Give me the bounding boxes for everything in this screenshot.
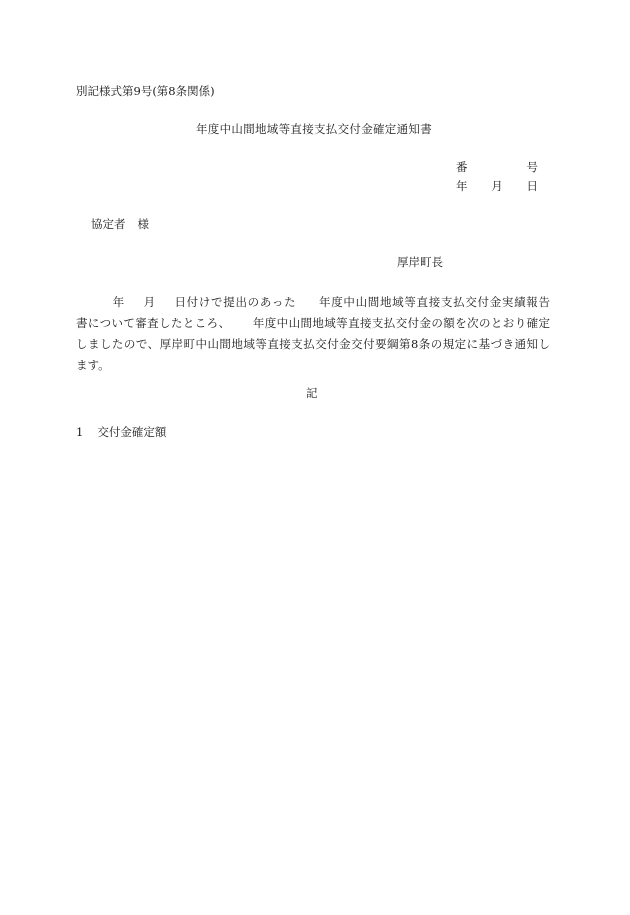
body-paragraph xyxy=(76,292,550,376)
issue-date-month: 月 xyxy=(491,179,503,193)
list-item xyxy=(76,427,166,439)
list-item-label: 交付金確定額 xyxy=(97,425,167,439)
reference-number-ban: 番 xyxy=(456,160,468,174)
body-year: 年 xyxy=(112,295,125,309)
body-review-text: 書について審査したところ、 xyxy=(76,316,231,330)
issue-date-year: 年 xyxy=(456,179,468,193)
issue-date-day: 日 xyxy=(526,179,538,193)
body-line-1 xyxy=(76,292,550,313)
addressee xyxy=(91,219,149,231)
form-number: 別記様式第9号(第8条関係) xyxy=(76,84,215,98)
issue-date xyxy=(456,181,538,193)
body-line-2 xyxy=(76,313,550,334)
body-decision-text: 年度中山間地域等直接支払交付金の額を次のとおり確定 xyxy=(252,316,550,330)
addressee-name: 協定者 xyxy=(91,217,126,231)
issuer-name: 厚岸町長 xyxy=(397,255,443,269)
reference-number-go: 号 xyxy=(526,160,538,174)
body-submission-date-text: 日付けで提出のあった xyxy=(173,295,297,309)
body-month: 月 xyxy=(142,295,156,309)
ki-heading: 記 xyxy=(306,386,318,400)
document-title: 年度中山間地域等直接支払交付金確定通知書 xyxy=(196,122,432,136)
reference-number xyxy=(456,162,538,174)
body-line-4: ます。 xyxy=(76,358,110,372)
body-line-3: しましたので、厚岸町中山間地域等直接支払交付金交付要綱第8条の規定に基づき通知し xyxy=(76,337,550,351)
body-report-text: 年度中山間地域等直接支払交付金実績報告 xyxy=(318,295,551,309)
addressee-honorific: 様 xyxy=(137,217,149,231)
list-item-number: 1 xyxy=(76,425,84,439)
